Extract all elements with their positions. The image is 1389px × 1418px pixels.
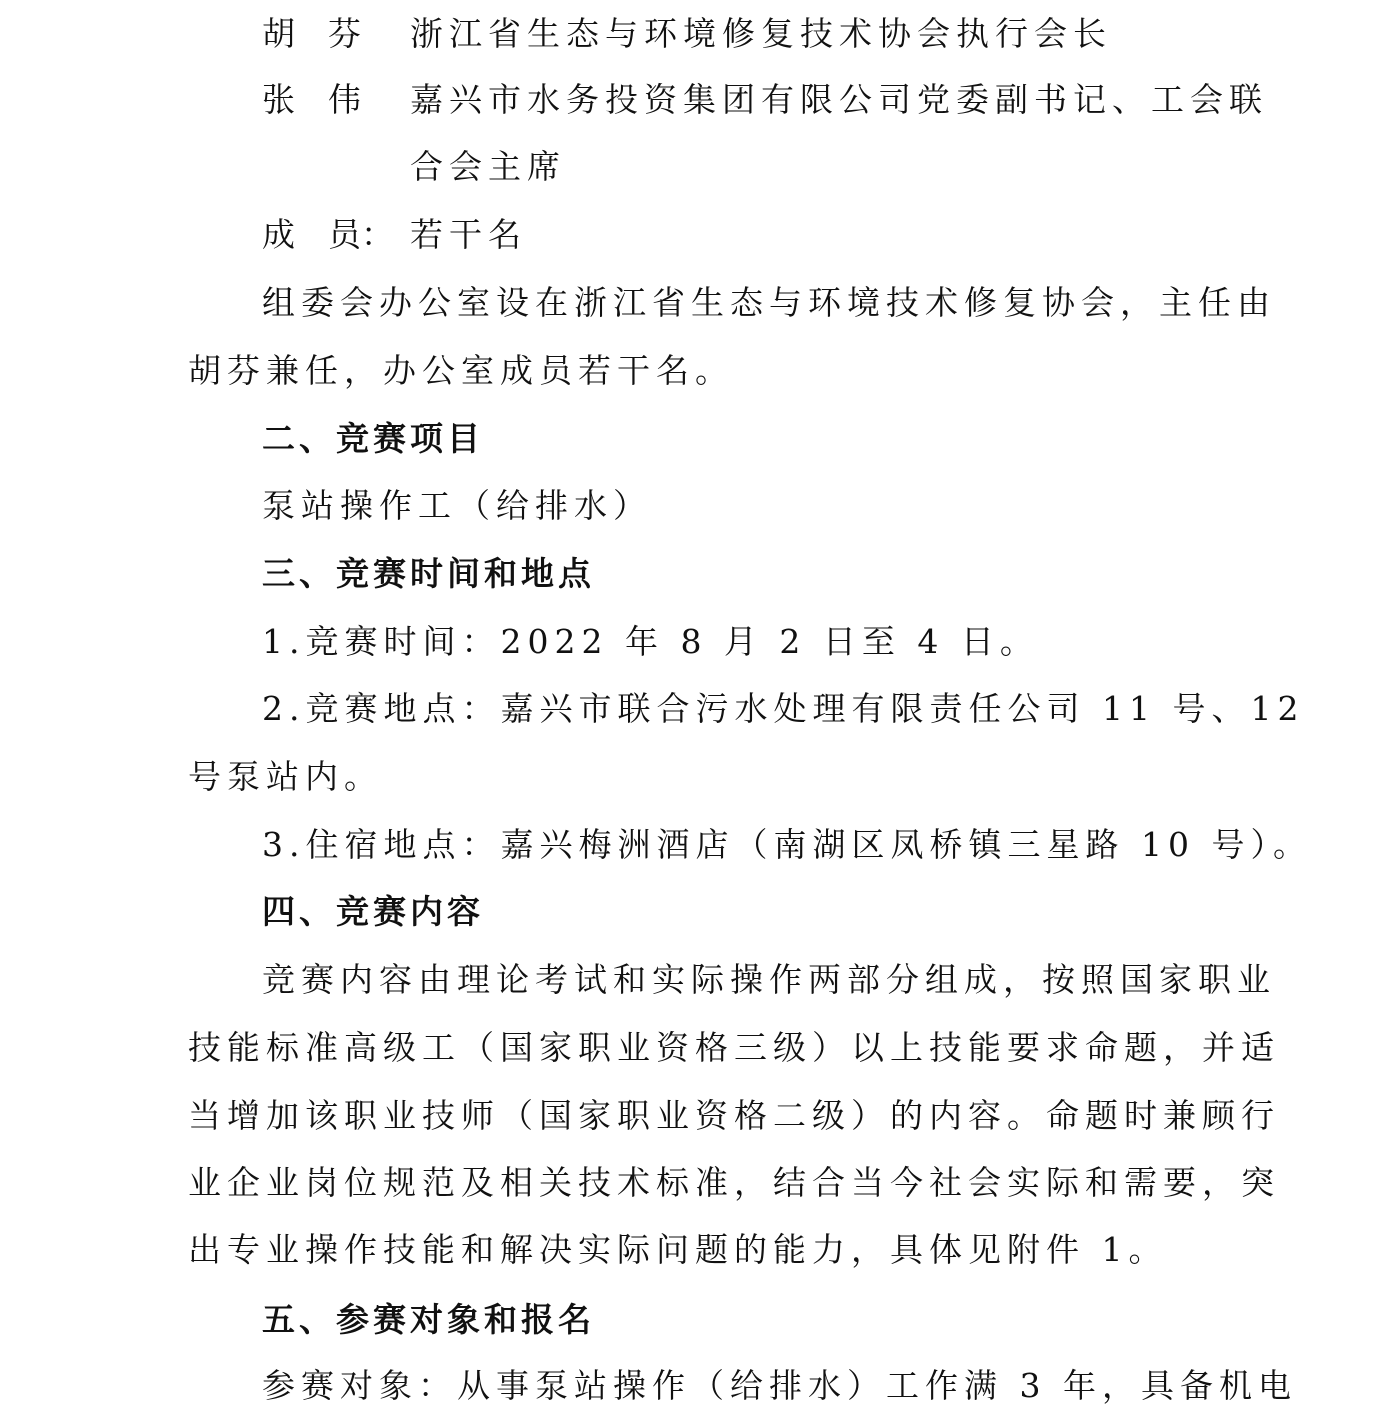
section-heading-competition-item: 二、竞赛项目	[262, 419, 484, 458]
section-heading-time-place: 三、竞赛时间和地点	[262, 554, 595, 593]
member-title-hu-fen: 浙江省生态与环境修复技术协会执行会长	[410, 14, 1112, 53]
member-title-zhang-wei-line2: 合会主席	[410, 147, 566, 186]
member-count-text: 若干名	[410, 215, 527, 254]
member-name-zhang-wei: 张 伟	[262, 80, 361, 119]
content-paragraph-line5: 出专业操作技能和解决实际问题的能力，具体见附件 1。	[188, 1230, 1168, 1269]
competition-item-text: 泵站操作工（给排水）	[262, 486, 652, 525]
member-label-members: 成 员：	[262, 215, 394, 254]
competition-venue-line2: 号泵站内。	[188, 757, 383, 796]
section-heading-participants: 五、参赛对象和报名	[262, 1300, 595, 1339]
content-paragraph-line1: 竞赛内容由理论考试和实际操作两部分组成，按照国家职业	[262, 960, 1276, 999]
member-title-zhang-wei-line1: 嘉兴市水务投资集团有限公司党委副书记、工会联	[410, 80, 1268, 119]
content-paragraph-line3: 当增加该职业技师（国家职业资格二级）的内容。命题时兼顾行	[188, 1096, 1280, 1135]
section-heading-content: 四、竞赛内容	[262, 892, 484, 931]
office-paragraph-line1: 组委会办公室设在浙江省生态与环境技术修复协会，主任由	[262, 283, 1276, 322]
accommodation-place: 3.住宿地点：嘉兴梅洲酒店（南湖区凤桥镇三星路 10 号）。	[262, 825, 1312, 864]
participants-paragraph-line1: 参赛对象：从事泵站操作（给排水）工作满 3 年，具备机电	[262, 1366, 1297, 1405]
office-paragraph-line2: 胡芬兼任，办公室成员若干名。	[188, 351, 734, 390]
content-paragraph-line4: 业企业岗位规范及相关技术标准，结合当今社会实际和需要，突	[188, 1163, 1280, 1202]
content-paragraph-line2: 技能标准高级工（国家职业资格三级）以上技能要求命题，并适	[188, 1028, 1280, 1067]
competition-venue-line1: 2.竞赛地点：嘉兴市联合污水处理有限责任公司 11 号、12	[262, 689, 1305, 728]
competition-time: 1.竞赛时间：2022 年 8 月 2 日至 4 日。	[262, 622, 1039, 661]
member-name-hu-fen: 胡 芬	[262, 14, 361, 53]
